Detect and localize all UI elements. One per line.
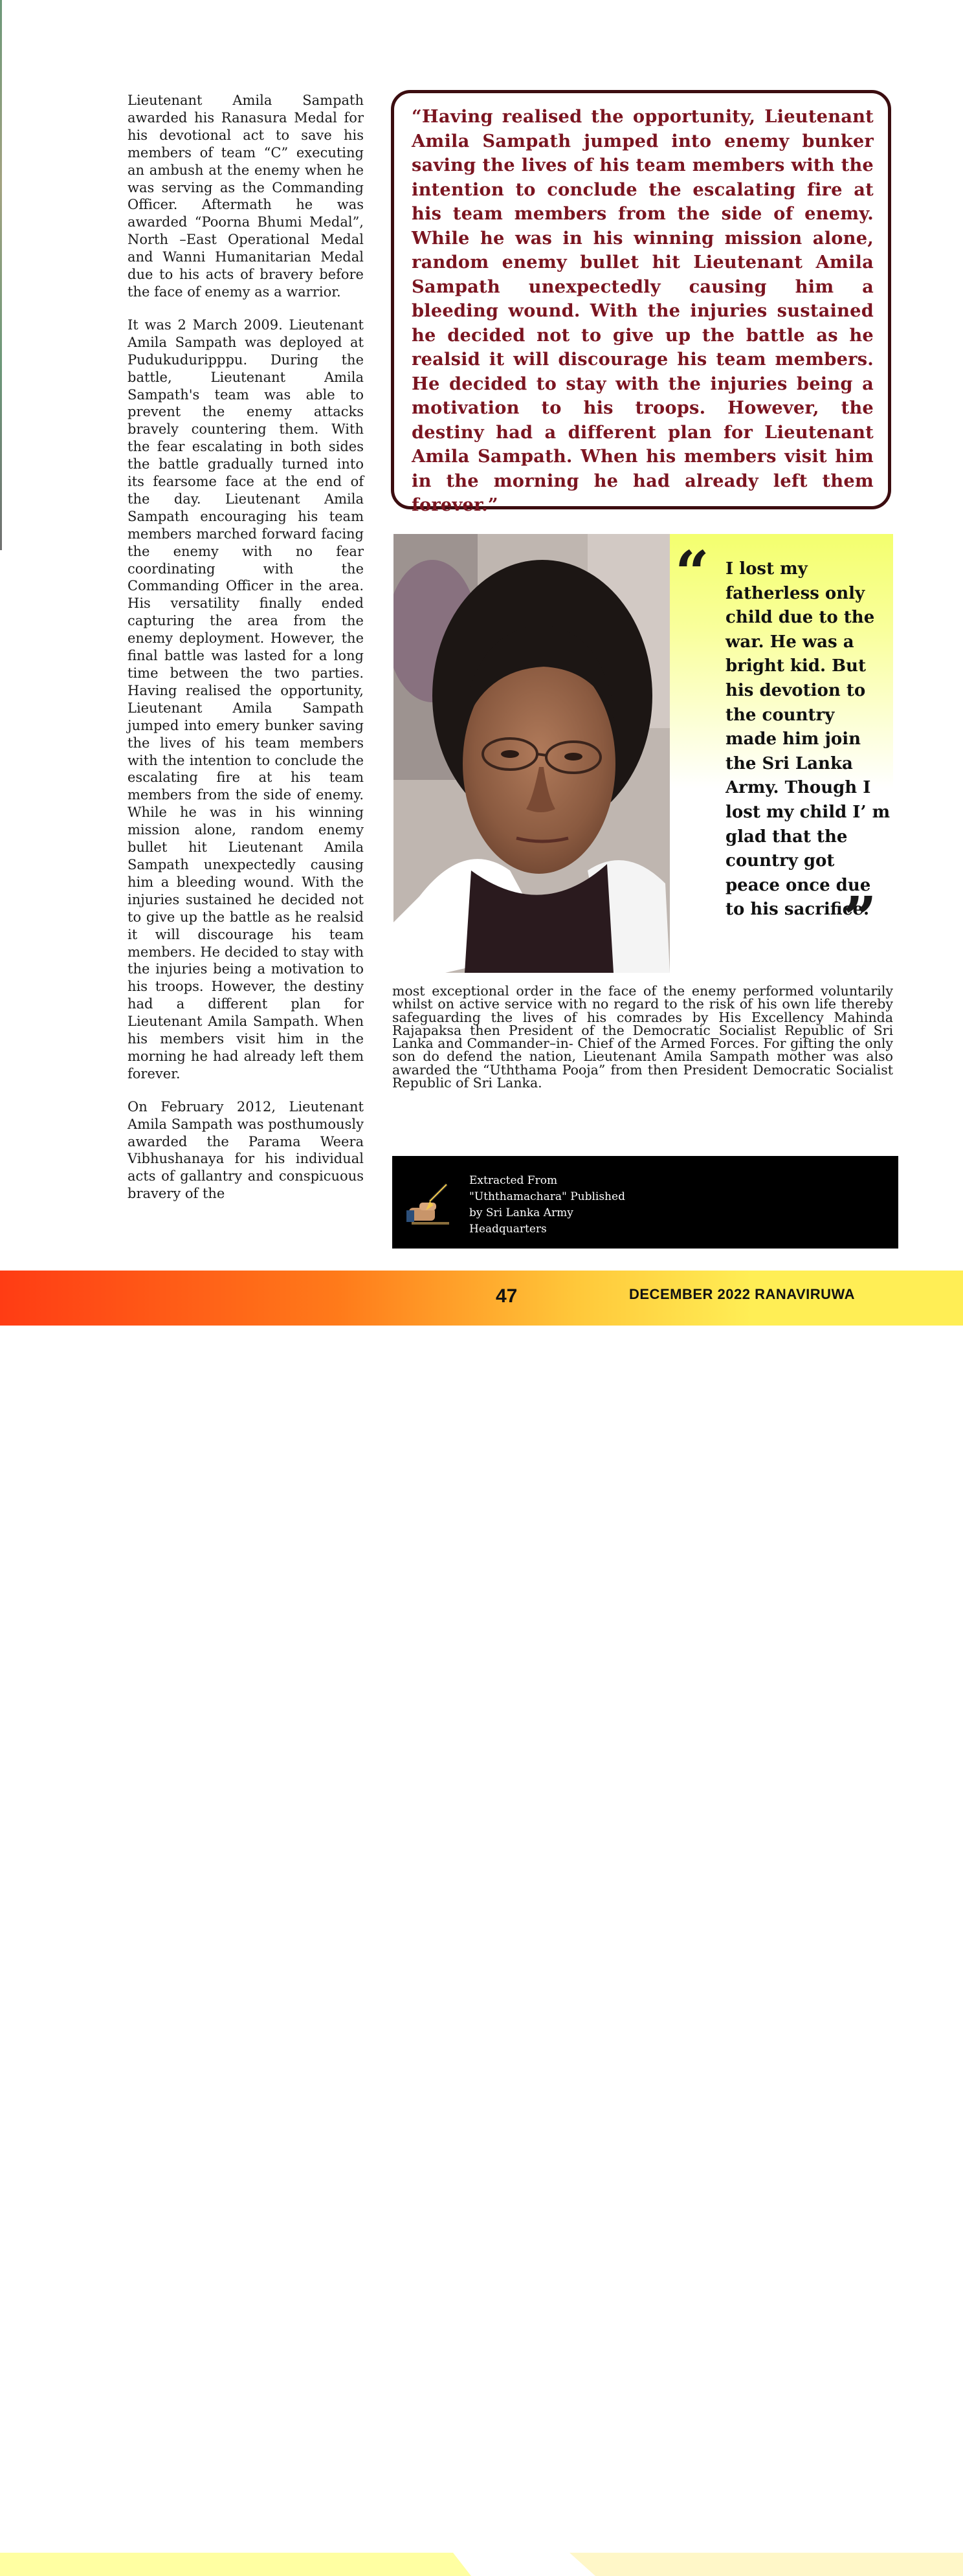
article-continuation-paragraph: most exceptional order in the face of the enemy performed voluntarily whilst on active service with no regard to the risk of his own life thereby safeguarding the lives of his comrades by His Excellency Mahinda Rajapaksa then President of the Democratic Socialist Republic of Sri Lanka and Commander–in- Chief of the Armed Forces. For gifting the only son do defend the nation, Lieutenant Amila Sampath mother was also awarded the “Uththama Pooja” from then President Democratic Socialist Republic of Sri Lanka. [392,983,893,1091]
article-paragraph-2: It was 2 March 2009. Lieutenant Amila Sampath was deployed at Pudukuduripppu. During the battle, Lieutenant Amila Sampath's team was able to prevent the enemy attacks bravely countering them. With the fear escalating in both sides the battle gradually turned into its fearsome face at the end of the day. Lieutenant Amila Sampath encouraging his team members marched forward facing the enemy with no fear coordinating with the Commanding Officer in the area. His versatility finally ended capturing the area from the enemy deployment. However, the final battle was lasted for a long time between the two parties. Having realised the opportunity, Lieutenant Amila Sampath jumped into emery bunker saving the lives of his team members with the intention to conclude the escalating fire at his team members from the side of enemy. While he was in his winning mission alone, random enemy bullet hit Lieutenant Amila Sampath unexpectedly causing him a bleeding wound. With the injuries sustained he decided not to give up the battle as he realsid it will discourage his team members. He decided to stay with the injuries being a motivation to his troops. However, the destiny had a different plan for Lieutenant Amila Sampath. When his members visit him in the morning he had already left them forever. [127,316,364,1082]
pull-quote-text: “Having realised the opportunity, Lieutenant Amila Sampath jumped into enemy bunker saving the lives of his team members with the intention to conclude the escalating fire at his team members from the side of enemy. While he was in his winning mission alone, random enemy bullet hit Lieutenant Amila Sampath unexpectedly causing him a bleeding wound. With the injuries sustained he decided not to give up the battle as he realsid it will discourage his team members. He decided to stay with the injuries being a motivation to his troops. However, the destiny had a different plan for Lieutenant Amila Sampath. When his members visit him in the morning he had already left them forever.” [412,106,874,515]
close-quote-mark-icon: ” [843,883,877,953]
open-quote-mark-icon: “ [675,538,709,608]
footer-band-shape [0,2553,963,2576]
page-edge-strip [0,0,2,550]
portrait-illustration [393,534,670,973]
article-paragraph-1: Lieutenant Amila Sampath awarded his Ranasura Medal for his devotional act to save his members of team “C” executing an ambush at the enemy when he was serving as the Commanding Officer. Aftermath he was awarded “Poorna Bhumi Medal”, North –East Operational Medal and Wanni Humanitarian Medal due to his acts of bravery before the face of enemy as a warrior. [127,93,364,300]
mother-portrait-photo [393,534,670,973]
source-credit-box [392,1156,898,1249]
writing-hand-icon [406,1182,452,1226]
left-article-column [127,92,364,1218]
pull-quote-box [391,90,891,515]
page-number: 47 [496,1285,518,1307]
mother-quote-panel [670,534,893,973]
mother-quote-text: I lost my fatherless only child due to the war. He was a bright kid. But his devotion to the country made him join the Sri Lanka Army. Though I lost my child I’ m glad that the country got peace once due to his sacrifice. [725,559,891,920]
issue-label: DECEMBER 2022 RANAVIRUWA [629,1286,855,1302]
source-credit-text: Extracted From "Uththamachara" Published by Sri Lanka Army Headquarters [469,1174,625,1236]
article-paragraph-3: On February 2012, Lieutenant Amila Sampath was posthumously awarded the Parama Weera Vibhushanaya for his individual acts of gallantry and conspicuous bravery of the [127,1098,364,1202]
